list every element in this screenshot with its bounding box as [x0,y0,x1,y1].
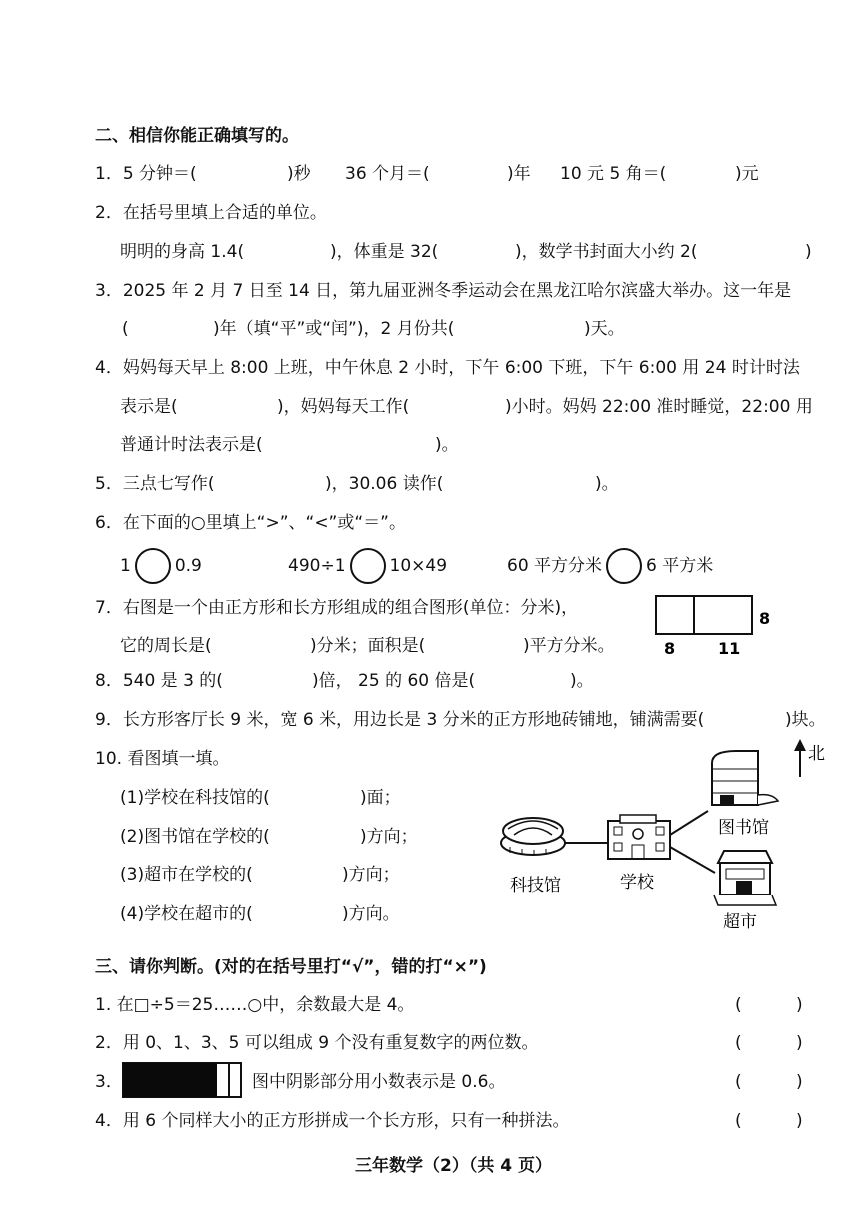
q5-b: )，30.06 读作( [325,474,444,494]
q2-line2d: ) [805,242,812,262]
q4-line3a: 普通计时法表示是( [120,435,263,455]
q6-pair-1 [120,548,202,584]
school-label: 学校 [620,873,654,893]
q10-i3a: (3)超市在学校的( [120,865,253,885]
q4-line2b: )，妈妈每天工作( [277,397,410,417]
figure-bottom-label-2: 11 [718,639,741,658]
q6-p2-right: 10×49 [389,556,448,576]
q6-title: 6．在下面的○里填上“>”、“<”或“＝”。 [95,513,406,533]
q7-line2a: 它的周长是( [120,636,212,656]
q4-line3b: )。 [435,435,459,455]
judge-3-bracket-open[interactable]: ( [735,1072,742,1092]
q7-line2c: )平方分米。 [523,636,615,656]
north-arrow-icon [794,739,806,777]
q4-line1: 4．妈妈每天早上 8:00 上班，中午休息 2 小时，下午 6:00 下班，下午 6:00 用 24 时计时法 [95,358,800,378]
judge-1-bracket-close[interactable]: ) [796,995,803,1015]
q6-pair-2 [288,548,447,584]
q10-title: 10. 看图填一填。 [95,749,230,769]
q10-i2b: )方向； [360,827,418,847]
figure-side-label: 8 [759,609,771,628]
direction-map [490,735,835,940]
market-building-icon [714,851,776,905]
q10-i1b: )面； [360,788,401,808]
museum-label: 科技馆 [510,876,561,896]
q1-c: 36 个月＝( [345,164,430,184]
q4-line2a: 表示是( [120,397,178,417]
q1-b: )秒 [287,164,311,184]
q9-a: 9．长方形客厅长 9 米，宽 6 米，用边长是 3 分米的正方形地砖铺地，铺满需要( [95,710,705,730]
q10-i4a: (4)学校在超市的( [120,904,253,924]
q3-line2b: )年（填“平”或“闰”)，2 月份共( [213,319,455,339]
shaded-bar-figure [122,1062,244,1100]
q6-p2-left: 490÷1 [288,556,346,576]
q10-i3b: )方向； [342,865,400,885]
q6-p1-left: 1 [120,556,131,576]
judge-4-bracket-close[interactable]: ) [796,1111,803,1131]
q1-f: )元 [735,164,759,184]
figure-rectangle [656,596,752,634]
road-school-market [670,847,715,873]
q1-e: 10 元 5 角＝( [560,164,667,184]
q5-a: 5．三点七写作( [95,474,215,494]
compare-circle-2[interactable] [350,548,386,584]
q2-line2c: )，数学书封面大小约 2( [515,242,698,262]
section-3-title: 三、请你判断。(对的在括号里打“√”，错的打“×”) [95,957,487,977]
north-label: 北 [808,744,825,764]
q7-line1: 7．右图是一个由正方形和长方形组成的组合图形(单位：分米)， [95,598,579,618]
judge-3-text: 图中阴影部分用小数表示是 0.6。 [252,1072,506,1092]
library-building-icon [712,751,778,805]
judge-4-bracket-open[interactable]: ( [735,1111,742,1131]
q7-line2b: )分米；面积是( [310,636,426,656]
q2-line2a: 明明的身高 1.4( [120,242,245,262]
judge-1-bracket-open[interactable]: ( [735,995,742,1015]
museum-building-icon [501,818,565,856]
page-footer: 三年数学（2）（共 4 页） [355,1156,552,1176]
judge-1-text: 1. 在□÷5＝25……○中，余数最大是 4。 [95,995,415,1015]
q9-b: )块。 [785,710,826,730]
q3-line2c: )天。 [584,319,625,339]
figure-bottom-label-1: 8 [664,639,676,658]
q6-pair-3 [507,548,713,584]
q3-line2a: ( [122,319,129,339]
q10-i4b: )方向。 [342,904,400,924]
school-building-icon [608,815,670,859]
q10-i2a: (2)图书馆在学校的( [120,827,270,847]
q8-c: )。 [570,671,594,691]
q6-p3-right: 6 平方米 [646,556,714,576]
road-school-library [670,811,708,835]
section-2-title: 二、相信你能正确填写的。 [95,126,299,146]
compare-circle-3[interactable] [606,548,642,584]
q2-line1: 2．在括号里填上合适的单位。 [95,203,327,223]
q4-line2c: )小时。妈妈 22:00 准时睡觉，22:00 用 [505,397,813,417]
q5-c: )。 [595,474,619,494]
market-label: 超市 [723,912,757,932]
q6-p1-right: 0.9 [174,556,202,576]
composite-figure [648,590,778,660]
judge-2-bracket-open[interactable]: ( [735,1033,742,1053]
q10-i1a: (1)学校在科技馆的( [120,788,270,808]
judge-2-bracket-close[interactable]: ) [796,1033,803,1053]
q8-b: )倍， 25 的 60 倍是( [312,671,476,691]
judge-4-text: 4．用 6 个同样大小的正方形拼成一个长方形，只有一种拼法。 [95,1111,570,1131]
judge-2-text: 2．用 0、1、3、5 可以组成 9 个没有重复数字的两位数。 [95,1033,539,1053]
judge-3-number: 3． [95,1072,123,1092]
judge-3-bracket-close[interactable]: ) [796,1072,803,1092]
q8-a: 8．540 是 3 的( [95,671,223,691]
compare-circle-1[interactable] [135,548,171,584]
q2-line2b: )，体重是 32( [330,242,439,262]
q3-line1: 3．2025 年 2 月 7 日至 14 日，第九届亚洲冬季运动会在黑龙江哈尔滨盛大举办。这一年是 [95,281,792,301]
bar-shaded-part [123,1063,217,1097]
q1-a: 1．5 分钟＝( [95,164,197,184]
library-label: 图书馆 [718,818,769,838]
q1-d: )年 [507,164,531,184]
q6-p3-left: 60 平方分米 [507,556,603,576]
